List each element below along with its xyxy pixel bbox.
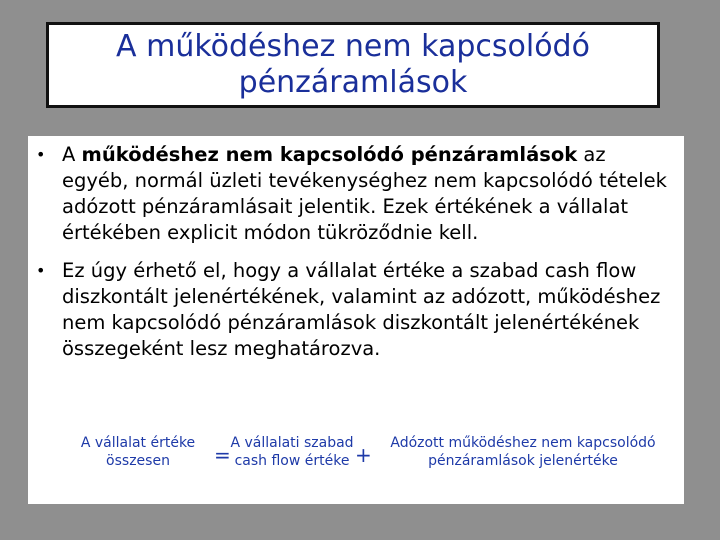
bullet-dot-icon: • [36,261,46,280]
bullet-1-prefix: A [62,143,82,166]
term1-line1: A vállalat értéke [80,435,196,451]
slide-title [116,29,590,101]
formula [28,426,684,486]
bullet-item-2 [32,258,676,362]
bullet-list [32,142,676,362]
term2-line1: A vállalati szabad [230,435,354,451]
title-box [46,22,660,108]
bullet-item-1 [32,142,676,246]
formula-equals: = [214,443,231,467]
formula-term-fcf-value [212,434,372,470]
content-panel [28,136,684,504]
formula-plus: + [355,443,372,467]
bullet-1-bold: működéshez nem kapcsolódó pénzáramlások [81,143,578,166]
bullet-1-rest: az egyéb, normál üzleti tevékenységhez nem kapcsolódó tételek adózott pénzáramlásait jelentik. Ezek értékének a vállalat értékében explicit módon tükröződnie kell. [62,143,667,244]
term3-line2: pénzáramlások jelenértéke [428,453,618,469]
formula-term-company-value [58,434,218,470]
title-line-2: pénzáramlások [238,65,468,100]
bullet-2-text: Ez úgy érhető el, hogy a vállalat értéke a szabad cash flow diszkontált jelenértékének, valamint az adózott, működéshez nem kapcsolódó pénzáramlások diszkontált jelenértékének összegeként lesz meghatározva. [62,259,661,360]
title-line-1: A működéshez nem kapcsolódó [116,29,590,64]
formula-term-nonop-value [378,434,668,470]
term2-line2: cash flow értéke [234,453,350,469]
term1-line2: összesen [106,453,170,469]
bullet-dot-icon: • [36,145,46,164]
term3-line1: Adózott működéshez nem kapcsolódó [390,435,656,451]
